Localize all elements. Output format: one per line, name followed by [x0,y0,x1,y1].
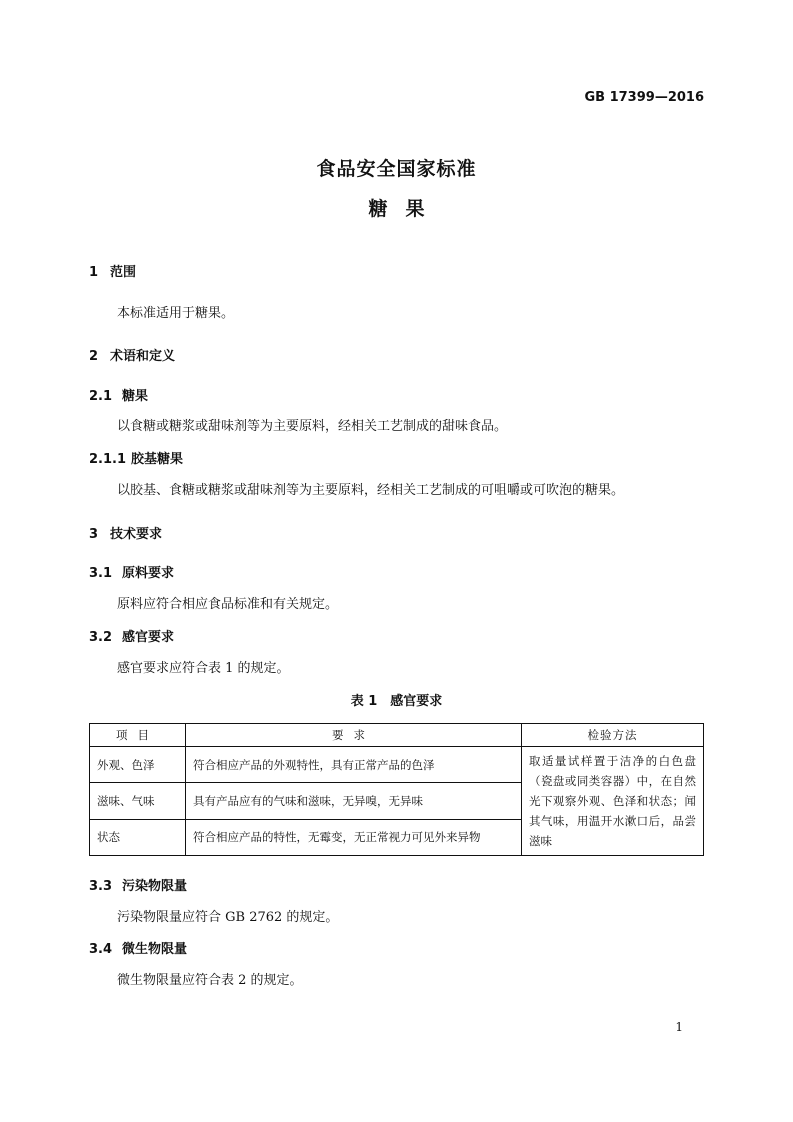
cell-method: 取适量试样置于洁净的白色盘（瓷盘或同类容器）中，在自然光下观察外观、色泽和状态；闻其气味，用温开水漱口后，品尝滋味 [522,747,704,856]
section-title: 微生物限量 [122,942,188,957]
cell-requirement: 具有产品应有的气味和滋味，无异嗅，无异味 [186,783,522,819]
section-number: 2.1.1 [89,452,127,467]
cell-requirement: 符合相应产品的特性，无霉变，无正常视力可见外来异物 [186,819,522,855]
cell-item: 滋味、气味 [90,783,186,819]
section-3-heading [89,523,162,542]
header-method: 检验方法 [522,724,704,747]
section-3-3-text: 污染物限量应符合 GB 2762 的规定。 [117,910,339,925]
standard-number: GB 17399—2016 [584,90,704,105]
section-title: 原料要求 [122,566,175,581]
section-number: 2 [89,349,99,364]
section-title: 糖果 [122,389,149,404]
section-number: 2.1 [89,389,113,404]
cell-requirement: 符合相应产品的外观特性，具有正常产品的色泽 [186,747,522,783]
page-number: 1 [675,1020,683,1034]
section-2-1-heading [89,385,148,404]
section-number: 3.2 [89,630,113,645]
section-title: 术语和定义 [110,349,176,364]
header-requirement: 要求 [186,724,522,747]
section-3-3-heading [89,875,187,894]
section-3-2-text: 感官要求应符合表 1 的规定。 [117,661,290,676]
cell-item: 外观、色泽 [90,747,186,783]
table-1-caption: 表 1 感官要求 [350,694,443,709]
section-1-text: 本标准适用于糖果。 [117,306,235,321]
section-number: 3.3 [89,879,113,894]
document-title: 食品安全国家标准 [316,158,477,180]
section-3-1-text: 原料应符合相应食品标准和有关规定。 [117,597,339,612]
table-header-row [90,724,704,747]
section-2-heading [89,345,175,364]
section-title: 技术要求 [110,527,163,542]
table-row [90,747,704,783]
section-3-2-heading [89,626,174,645]
section-number: 3.4 [89,942,113,957]
section-number: 1 [89,265,99,280]
section-number: 3 [89,527,99,542]
sensory-requirements-table [89,723,704,856]
section-title: 胶基糖果 [131,452,184,467]
section-3-4-heading [89,938,187,957]
section-1-heading [89,261,136,280]
section-2-1-1-heading [89,448,183,467]
section-3-4-text: 微生物限量应符合表 2 的规定。 [117,973,303,988]
section-2-1-1-text: 以胶基、食糖或糖浆或甜味剂等为主要原料，经相关工艺制成的可咀嚼或可吹泡的糖果。 [117,483,625,498]
section-title: 感官要求 [122,630,175,645]
section-title: 污染物限量 [122,879,188,894]
section-number: 3.1 [89,566,113,581]
section-3-1-heading [89,562,174,581]
document-subtitle: 糖果 [368,198,443,220]
section-2-1-text: 以食糖或糖浆或甜味剂等为主要原料，经相关工艺制成的甜味食品。 [117,419,508,434]
header-item: 项目 [90,724,186,747]
section-title: 范围 [110,265,137,280]
cell-item: 状态 [90,819,186,855]
